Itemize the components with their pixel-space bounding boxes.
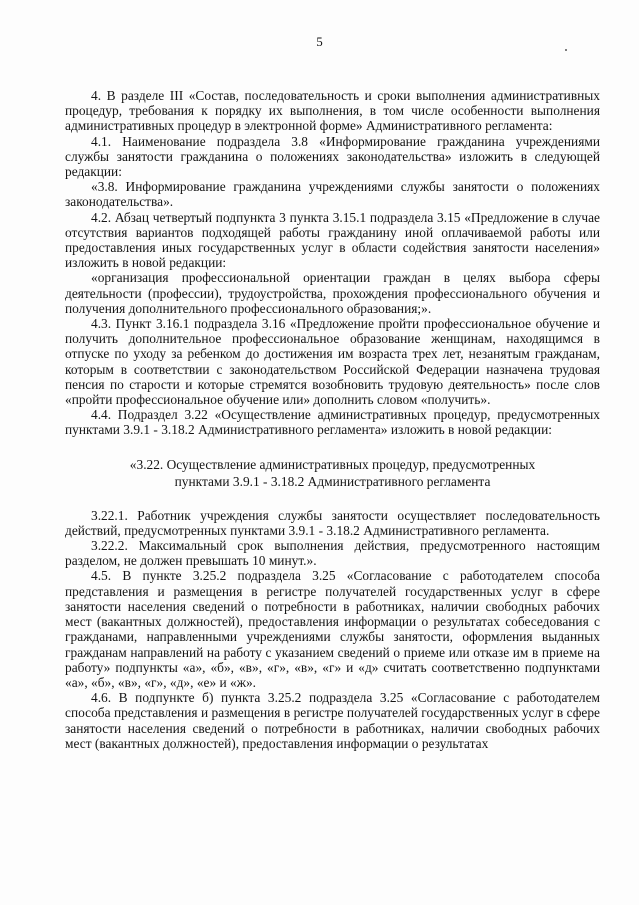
paragraph-3-22-1: 3.22.1. Работник учреждения службы занятости осуществляет последовательность действий, предусмотренных пунктами 3.9.1 - 3.18.2 Административного регламента. <box>65 507 600 538</box>
paragraph-4: 4. В разделе III «Состав, последовательность и сроки выполнения административных процедур, требования к порядку их выполнения, в том числе особенности выполнения административных процедур в электронной форме» Административного регламента: <box>65 88 600 134</box>
paragraph-4-5: 4.5. В пункте 3.25.2 подраздела 3.25 «Согласование с работодателем способа представления и размещения в регистре получателей государственных услуг в сфере занятости населения сведений о потребности в работниках, наличии свободных рабочих мест (вакантных должностей), предоставления информации о результатах собеседования с гражданами, направленными учреждениями службы занятости, оформления выданных гражданам направлений на работу с указанием сведений о приеме или отказе им в приеме на работу» подпункты «а», «б», «в», «г», «в», «г» и «д» считать соответственно подпунктами «а», «б», «в», «г», «д», «е» и «ж». <box>65 568 600 690</box>
paragraph-4-2-quote: «организация профессиональной ориентации граждан в целях выбора сферы деятельности (профессии), трудоустройства, прохождения профессионального обучения и получения дополнительного профессионального образования;». <box>65 270 600 316</box>
scan-speck <box>565 49 567 51</box>
paragraph-4-2: 4.2. Абзац четвертый подпункта 3 пункта 3.15.1 подраздела 3.15 «Предложение в случае отсутствия вариантов подходящей работы гражданину иной оплачиваемой работы или предоставления иных государственных услуг в области содействия занятости населения» изложить в новой редакции: <box>65 209 600 271</box>
paragraph-4-6: 4.6. В подпункте б) пункта 3.25.2 подраздела 3.25 «Согласование с работодателем способа представления и размещения в регистре получателей государственных услуг в сфере занятости населения сведений о потребности в работниках, наличии свободных рабочих мест (вакантных должностей), предоставления информации о результатах <box>65 690 600 751</box>
paragraph-3-8-quote: «3.8. Информирование гражданина учреждениями службы занятости о положениях законодательства». <box>65 179 600 210</box>
paragraph-4-3: 4.3. Пункт 3.16.1 подраздела 3.16 «Предложение пройти профессиональное обучение и получить дополнительное профессиональное образование женщинам, находящимся в отпуске по уходу за ребенком до достижения им возраста трех лет, незанятым гражданам, которым в соответствии с законодательством Российской Федерации назначена трудовая пенсия по старости и которые стремятся возобновить трудовую деятельность» после слов «пройти профессиональное обучение или» дополнить словом «получить». <box>65 316 600 408</box>
paragraph-4-1: 4.1. Наименование подраздела 3.8 «Информирование гражданина учреждениями службы занятости гражданина о положениях законодательства» изложить в следующей редакции: <box>65 133 600 180</box>
document-body <box>65 88 600 751</box>
paragraph-4-4: 4.4. Подраздел 3.22 «Осуществление административных процедур, предусмотренных пунктами 3.9.1 - 3.18.2 Административного регламента» изложить в новой редакции: <box>65 407 600 438</box>
paragraph-3-22-2: 3.22.2. Максимальный срок выполнения действия, предусмотренного настоящим разделом, не должен превышать 10 минут.». <box>65 538 600 569</box>
section-title-3-22: «3.22. Осуществление административных процедур, предусмотренных пунктами 3.9.1 - 3.18.2 Административного регламента <box>129 456 536 489</box>
page-number: 5 <box>316 34 323 49</box>
